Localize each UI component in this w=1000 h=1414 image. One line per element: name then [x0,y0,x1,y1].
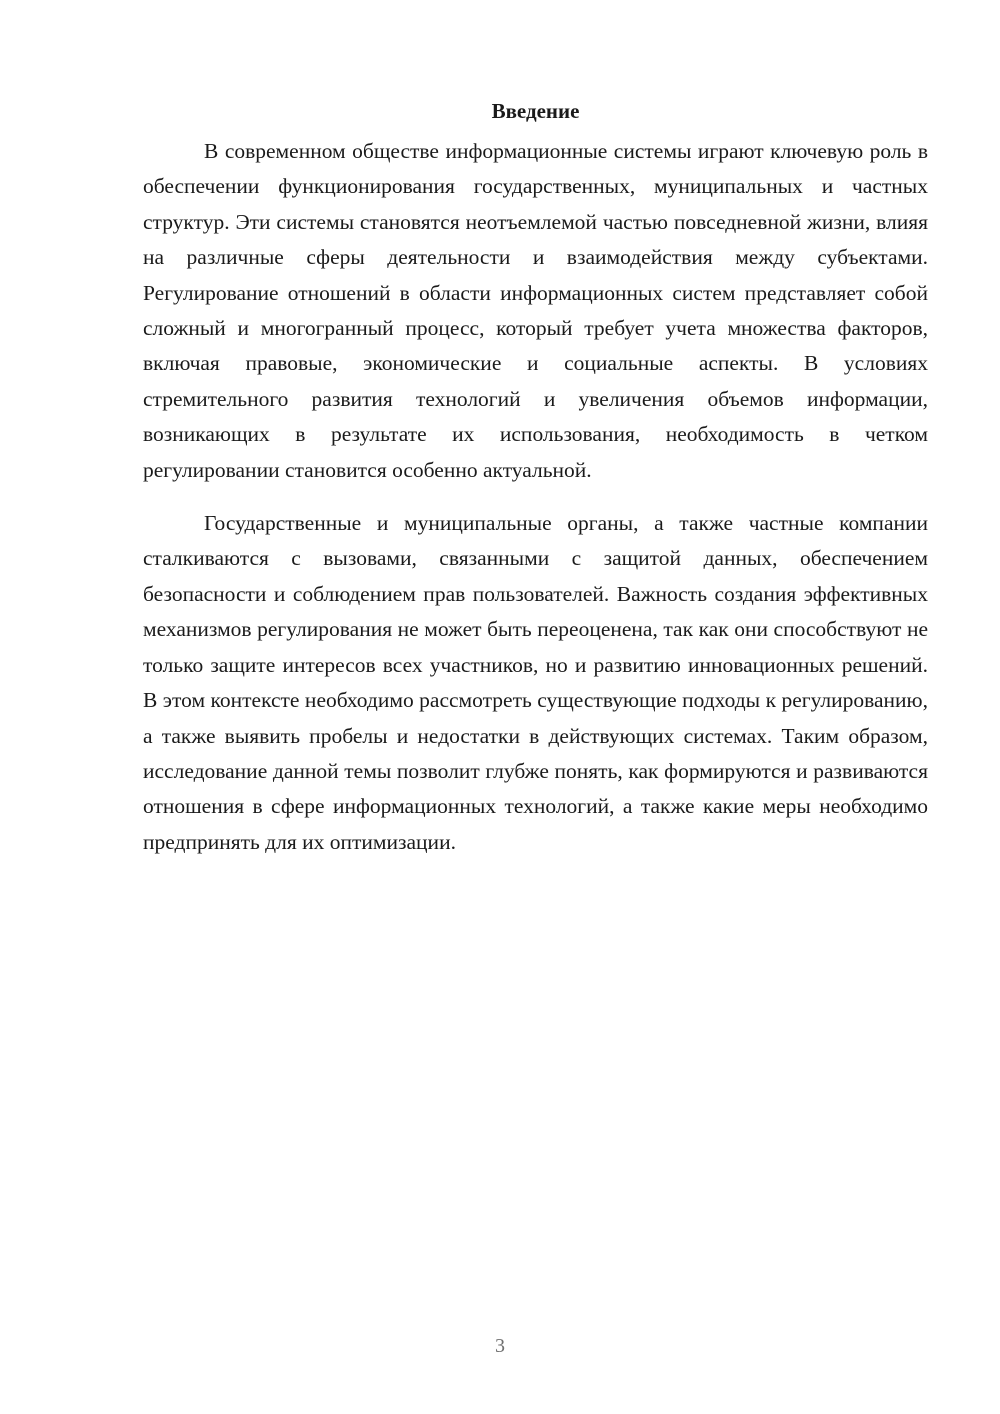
page-number: 3 [495,1335,505,1357]
paragraph-1: В современном обществе информационные системы играют ключевую роль в обеспечении функционирования государственных, муниципальных и частных структур. Эти системы становятся неотъемлемой частью повседневной жизни, влияя на различные сферы деятельности и взаимодействия между субъектами. Регулирование отношений в области информационных систем представляет собой сложный и многогранный процесс, который требует учета множества факторов, включая правовые, экономические и социальные аспекты. В условиях стремительного развития технологий и увеличения объемов информации, возникающих в результате их использования, необходимость в четком регулировании становится особенно актуальной. [143,139,928,482]
paragraph-2: Государственные и муниципальные органы, а также частные компании сталкиваются с вызовами, связанными с защитой данных, обеспечением безопасности и соблюдением прав пользователей. Важность создания эффективных механизмов регулирования не может быть переоценена, так как они способствуют не только защите интересов всех участников, но и развитию инновационных решений. В этом контексте необходимо рассмотреть существующие подходы к регулированию, а также выявить пробелы и недостатки в действующих системах. Таким образом, исследование данной темы позволит глубже понять, как формируются и развиваются отношения в сфере информационных технологий, а также какие меры необходимо предпринять для их оптимизации. [143,511,928,854]
page-content [143,96,928,860]
section-heading: Введение [491,99,580,123]
